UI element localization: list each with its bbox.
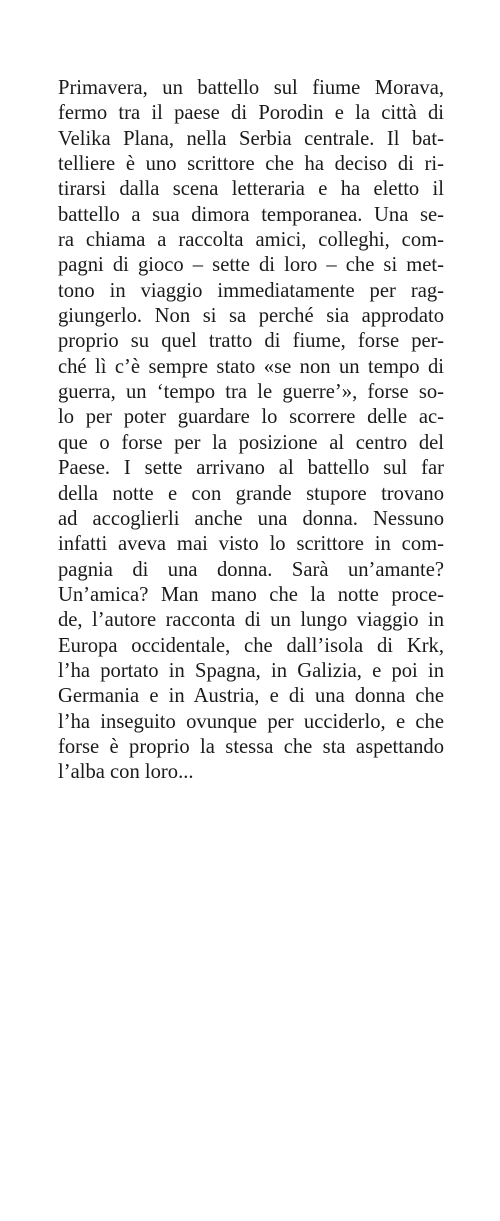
text-line: lo per poter guardare lo scorrere delle ac- [58, 406, 444, 429]
text-line: que o forse per la posizione al centro del [58, 431, 444, 454]
synopsis-text [58, 76, 444, 786]
text-line: Velika Plana, nella Serbia centrale. Il bat- [58, 127, 444, 150]
text-line: pagnia di una donna. Sarà un’amante? [58, 558, 444, 581]
text-line: telliere è uno scrittore che ha deciso di ri- [58, 153, 444, 176]
text-line: de, l’autore racconta di un lungo viaggio in [58, 609, 444, 632]
text-line: pagni di gioco – sette di loro – che si met- [58, 254, 444, 277]
text-line: l’ha portato in Spagna, in Galizia, e poi in [58, 659, 444, 682]
text-line: Un’amica? Man mano che la notte proce- [58, 583, 444, 606]
text-line: ra chiama a raccolta amici, colleghi, com- [58, 229, 444, 252]
text-line: proprio su quel tratto di fiume, forse per- [58, 330, 444, 353]
text-line: tono in viaggio immediatamente per rag- [58, 279, 444, 302]
text-line: battello a sua dimora temporanea. Una se- [58, 203, 444, 226]
text-line: l’ha inseguito ovunque per ucciderlo, e che [58, 710, 444, 733]
text-line: Primavera, un battello sul fiume Morava, [58, 77, 444, 99]
text-line: forse è proprio la stessa che sta aspettando [58, 735, 444, 758]
text-line: Europa occidentale, che dall’isola di Krk, [58, 634, 444, 657]
text-line: ché lì c’è sempre stato «se non un tempo di [58, 355, 444, 378]
text-line: giungerlo. Non si sa perché sia approdato [58, 305, 444, 328]
text-line: ad accoglierli anche una donna. Nessuno [58, 507, 444, 530]
text-line: della notte e con grande stupore trovano [58, 482, 444, 505]
text-line: tirarsi dalla scena letteraria e ha eletto il [58, 178, 444, 201]
text-line: Germania e in Austria, e di una donna che [58, 685, 444, 708]
text-line: infatti aveva mai visto lo scrittore in com- [58, 533, 444, 556]
text-line: l’alba con loro... [58, 761, 194, 784]
text-line: guerra, un ‘tempo tra le guerre’», forse so- [58, 381, 444, 404]
text-line: fermo tra il paese di Porodin e la città di [58, 102, 444, 125]
text-line: Paese. I sette arrivano al battello sul far [58, 457, 444, 480]
